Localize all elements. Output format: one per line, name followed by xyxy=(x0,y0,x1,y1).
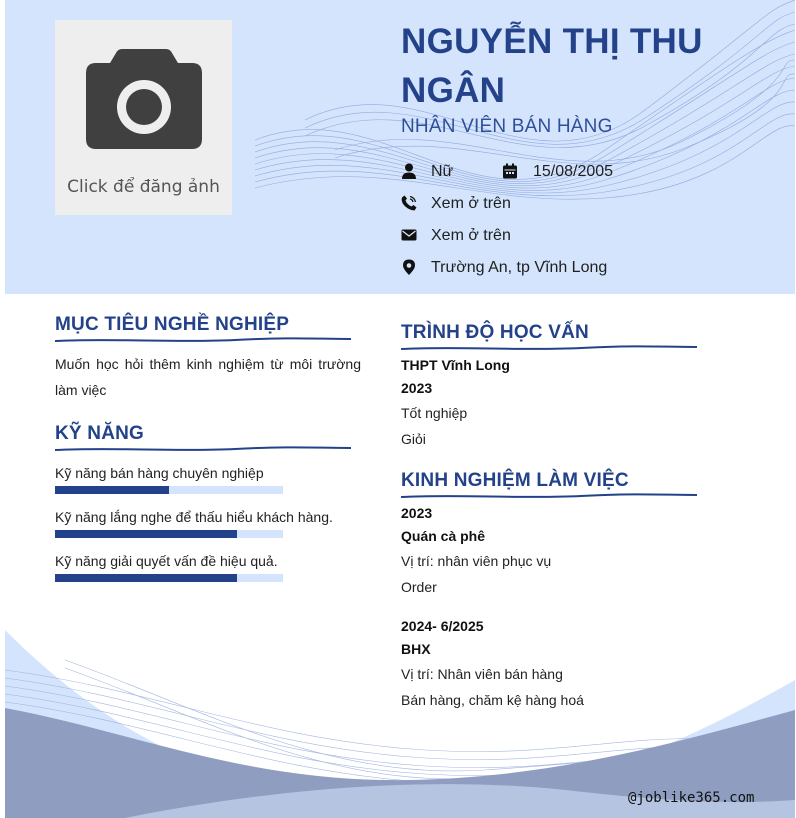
address-value: Trường An, tp Vĩnh Long xyxy=(431,259,608,276)
envelope-icon xyxy=(401,227,417,243)
experience-role: Vị trí: nhân viên phục vụ xyxy=(401,553,552,569)
experience-company: BHX xyxy=(401,641,431,657)
education-year: 2023 xyxy=(401,380,433,396)
map-marker-icon xyxy=(401,259,417,275)
calendar-icon xyxy=(502,163,518,179)
skill-label: Kỹ năng giải quyết vấn đề hiệu quả. xyxy=(55,553,278,569)
phone-icon xyxy=(401,195,417,211)
experience-underline xyxy=(401,492,697,500)
skill-bar-track xyxy=(55,486,283,494)
experience-description: Bán hàng, chăm kệ hàng hoá xyxy=(401,692,584,708)
phone-value: Xem ở trên xyxy=(431,195,511,212)
gender-value: Nữ xyxy=(431,163,454,180)
user-icon xyxy=(401,163,417,179)
photo-upload-caption: Click để đăng ảnh xyxy=(67,177,220,197)
education-status: Tốt nghiệp xyxy=(401,405,468,421)
skill-bar-fill xyxy=(55,486,169,494)
profile-photo-upload[interactable] xyxy=(55,20,232,215)
candidate-name: NGUYỄN THỊ THU NGÂN xyxy=(401,22,703,110)
skills-heading: KỸ NĂNG xyxy=(55,423,145,444)
skill-bar-fill xyxy=(55,574,237,582)
footer-wave-decoration xyxy=(5,600,795,818)
watermark-text: @joblike365.com xyxy=(628,790,755,806)
experience-company: Quán cà phê xyxy=(401,528,486,544)
education-underline xyxy=(401,344,697,352)
email-value: Xem ở trên xyxy=(431,227,511,244)
experience-description: Order xyxy=(401,579,437,595)
objective-text: Muốn học hỏi thêm kinh nghiệm từ môi trường làm việc xyxy=(55,356,361,398)
education-heading: TRÌNH ĐỘ HỌC VẤN xyxy=(401,322,589,343)
camera-icon xyxy=(86,49,202,149)
objective-underline xyxy=(55,336,351,344)
skill-bar-fill xyxy=(55,530,237,538)
experience-period: 2023 xyxy=(401,505,433,521)
experience-heading: KINH NGHIỆM LÀM VIỆC xyxy=(401,470,629,491)
education-grade: Giỏi xyxy=(401,431,426,447)
birthday-value: 15/08/2005 xyxy=(533,163,614,180)
cv-page xyxy=(5,0,795,818)
candidate-position: NHÂN VIÊN BÁN HÀNG xyxy=(401,116,613,137)
objective-heading: MỤC TIÊU NGHỀ NGHIỆP xyxy=(55,314,290,335)
skills-underline xyxy=(55,445,351,453)
education-school: THPT Vĩnh Long xyxy=(401,357,510,373)
experience-role: Vị trí: Nhân viên bán hàng xyxy=(401,666,563,682)
experience-period: 2024- 6/2025 xyxy=(401,618,484,634)
skill-bar-track xyxy=(55,530,283,538)
skill-label: Kỹ năng bán hàng chuyên nghiệp xyxy=(55,465,264,481)
skill-label: Kỹ năng lắng nghe để thấu hiểu khách hàng. xyxy=(55,509,333,525)
skill-bar-track xyxy=(55,574,283,582)
